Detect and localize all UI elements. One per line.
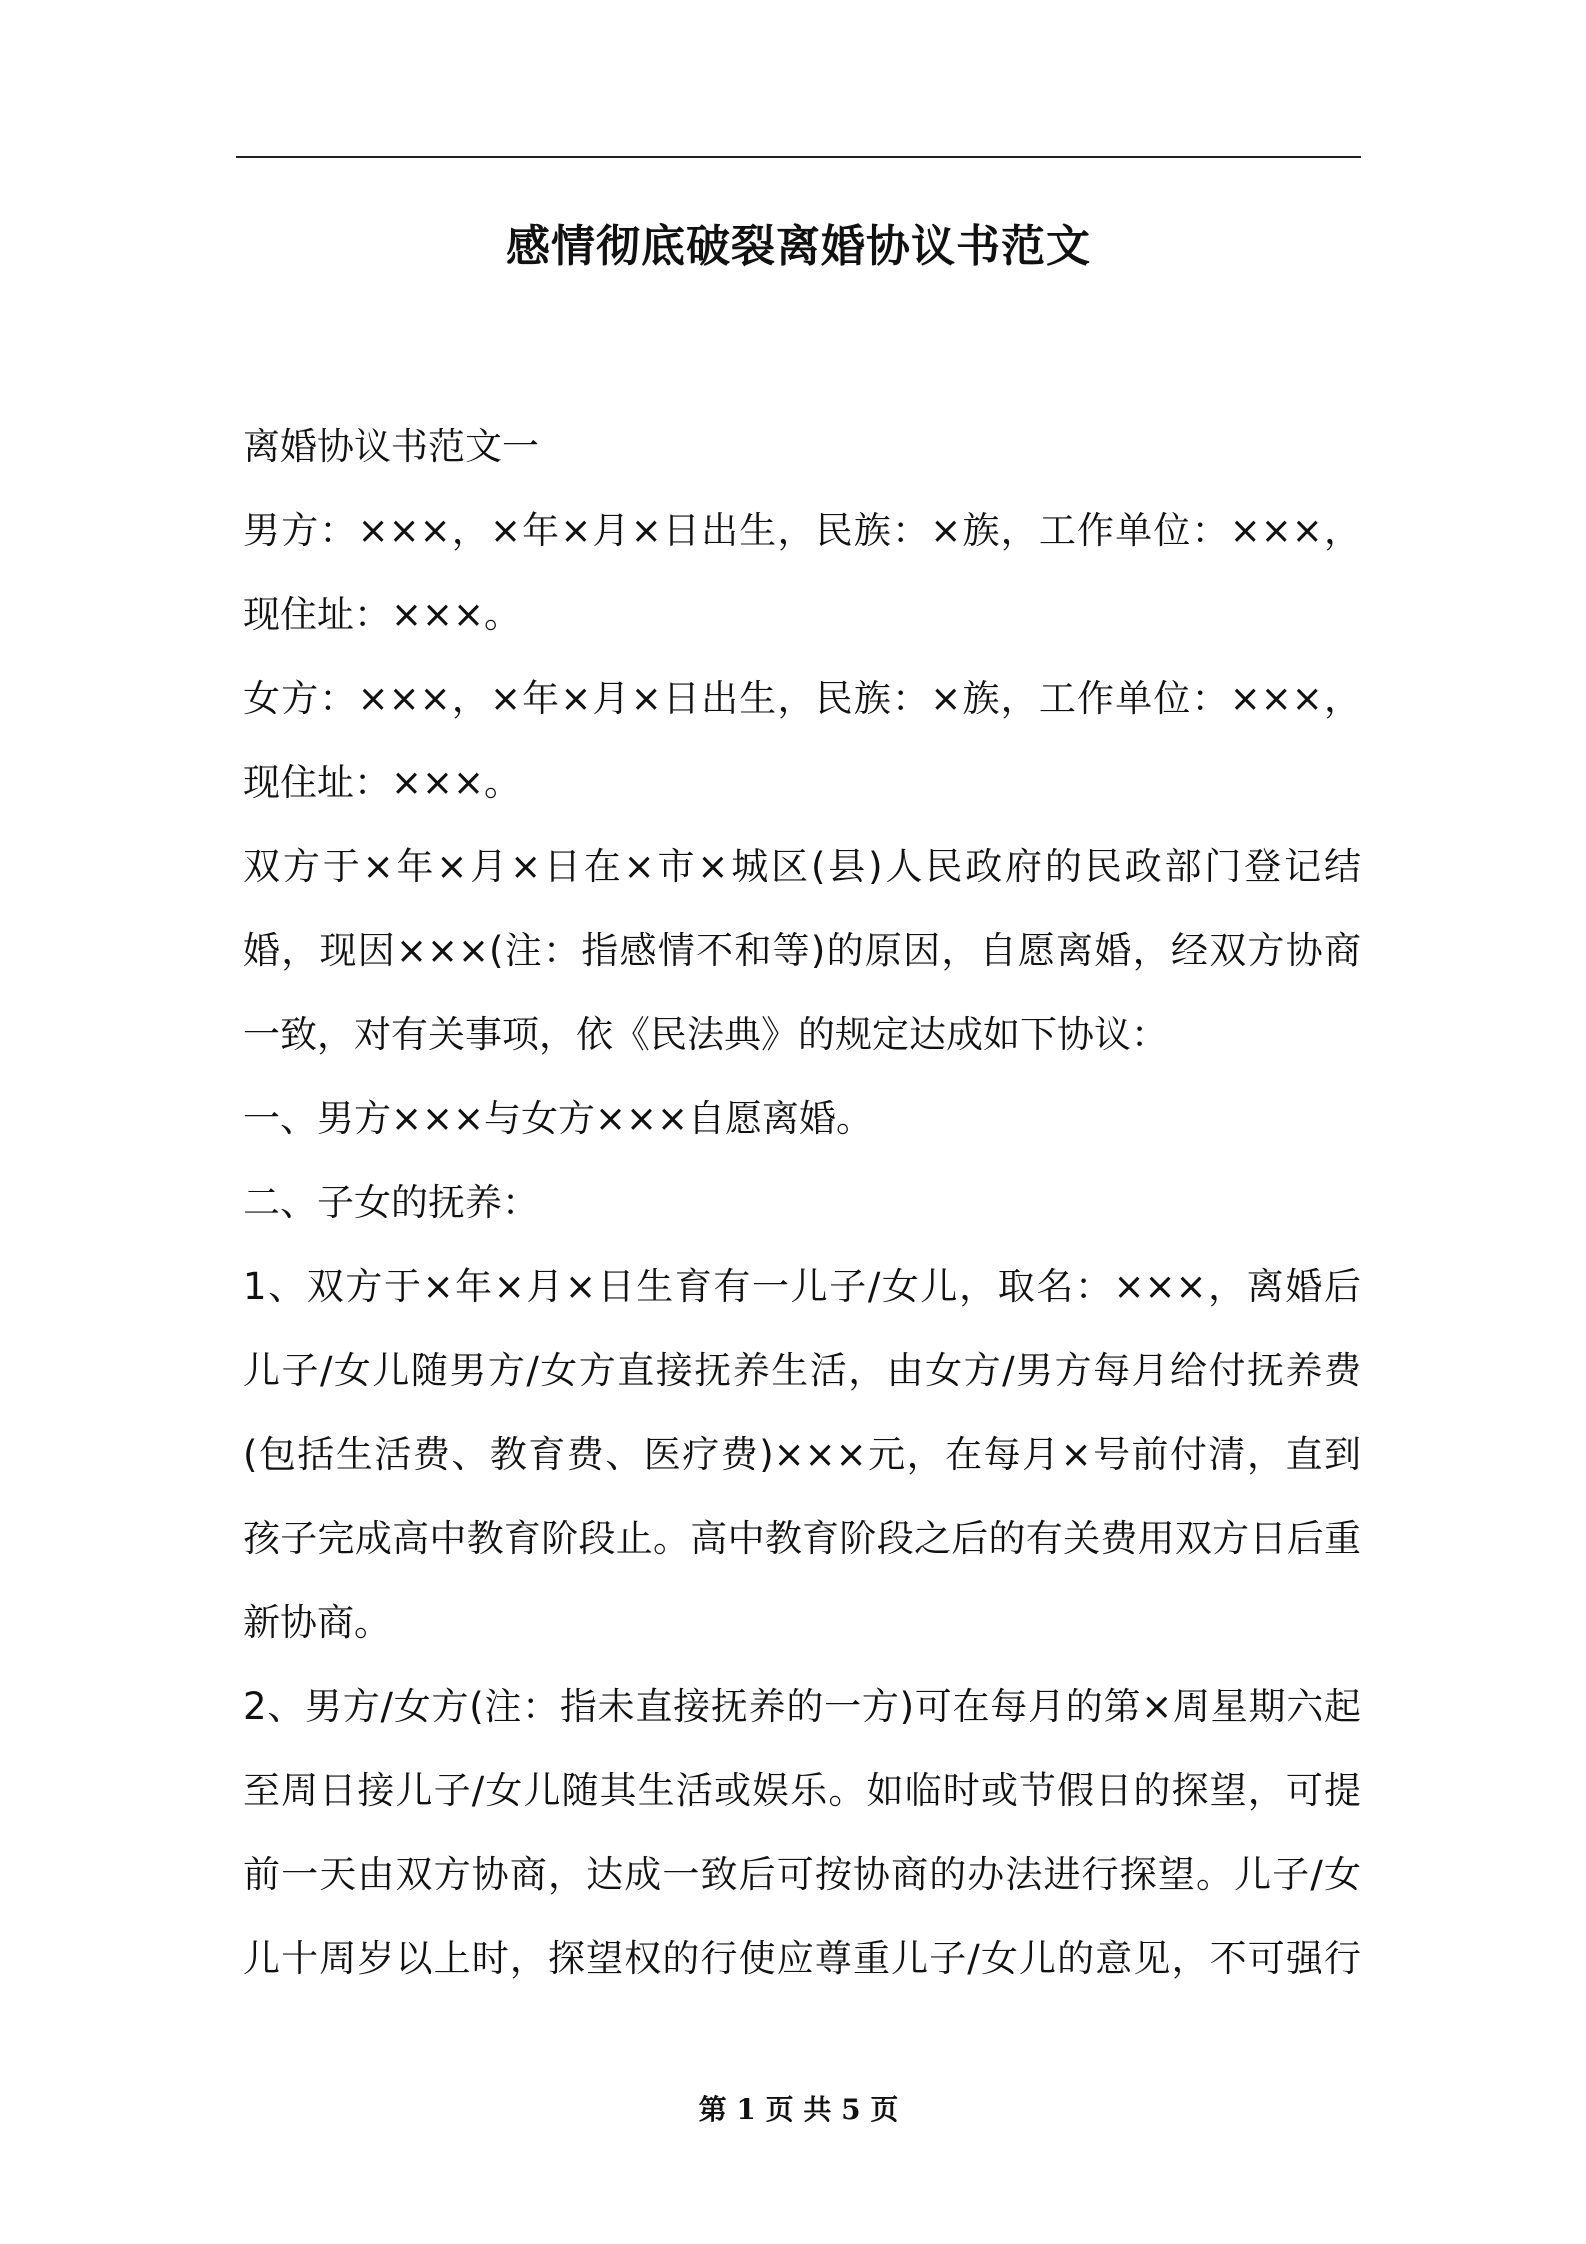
body-line: 前一天由双方协商，达成一致后可按协商的办法进行探望。儿子/女	[243, 1853, 1361, 1896]
document-body	[243, 405, 1361, 2001]
body-line: 现住址：×××。	[243, 593, 522, 636]
body-line: 一致，对有关事项，依《民法典》的规定达成如下协议：	[243, 1013, 1168, 1056]
body-line: 儿十周岁以上时，探望权的行使应尊重儿子/女儿的意见，不可强行	[243, 1937, 1361, 1980]
body-line: 1、双方于×年×月×日生育有一儿子/女儿，取名：×××，离婚后	[243, 1265, 1361, 1308]
header-rule	[236, 156, 1361, 158]
body-line: 婚，现因×××(注：指感情不和等)的原因，自愿离婚，经双方协商	[243, 929, 1361, 972]
body-line: 孩子完成高中教育阶段止。高中教育阶段之后的有关费用双方日后重	[243, 1517, 1361, 1560]
body-line: 二、子女的抚养：	[243, 1181, 539, 1224]
body-line: (包括生活费、教育费、医疗费)×××元，在每月×号前付清，直到	[243, 1433, 1361, 1476]
body-line: 双方于×年×月×日在×市×城区(县)人民政府的民政部门登记结	[243, 845, 1361, 888]
body-line: 2、男方/女方(注：指未直接抚养的一方)可在每月的第×周星期六起	[243, 1685, 1361, 1728]
body-line: 一、男方×××与女方×××自愿离婚。	[243, 1097, 874, 1140]
body-line: 男方：×××，×年×月×日出生，民族：×族，工作单位：×××，	[243, 509, 1361, 552]
body-line: 现住址：×××。	[243, 761, 522, 804]
body-line: 至周日接儿子/女儿随其生活或娱乐。如临时或节假日的探望，可提	[243, 1769, 1361, 1812]
page-footer: 第 1 页 共 5 页	[698, 2093, 899, 2126]
body-line: 女方：×××，×年×月×日出生，民族：×族，工作单位：×××，	[243, 677, 1361, 720]
document-title: 感情彻底破裂离婚协议书范文	[506, 221, 1091, 272]
body-line: 儿子/女儿随男方/女方直接抚养生活，由女方/男方每月给付抚养费	[243, 1349, 1361, 1392]
body-line: 离婚协议书范文一	[243, 425, 539, 468]
body-line: 新协商。	[243, 1601, 391, 1644]
